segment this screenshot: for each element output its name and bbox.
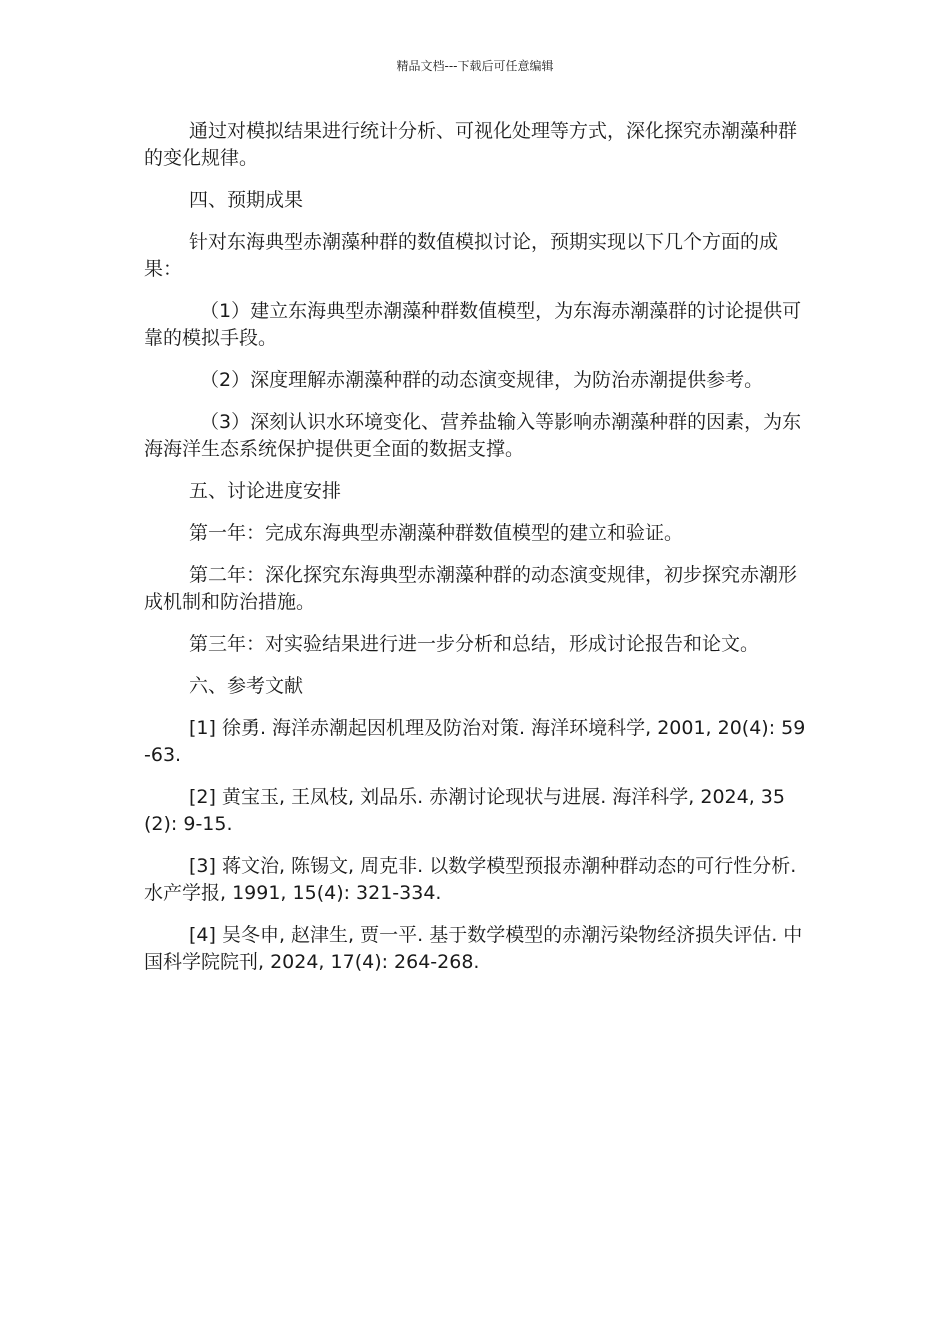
- reference-1: [1] 徐勇. 海洋赤潮起因机理及防治对策. 海洋环境科学, 2001, 20(4): 59-63.: [144, 717, 806, 766]
- result-item-2: （2）深度理解赤潮藻种群的动态演变规律，为防治赤潮提供参考。: [200, 369, 764, 391]
- section-heading-schedule: 五、讨论进度安排: [189, 480, 342, 502]
- section-heading-references: 六、参考文献: [189, 675, 304, 697]
- reference-3: [3] 蒋文治, 陈锡文, 周克非. 以数学模型预报赤潮种群动态的可行性分析. 水产学报, 1991, 15(4): 321-334.: [144, 855, 797, 904]
- schedule-year-2: 第二年：深化探究东海典型赤潮藻种群的动态演变规律，初步探究赤潮形成机制和防治措施。: [144, 564, 798, 613]
- body-paragraph: 通过对模拟结果进行统计分析、可视化处理等方式，深化探究赤潮藻种群的变化规律。: [144, 120, 798, 169]
- section-heading-expected-results: 四、预期成果: [189, 189, 304, 211]
- reference-2: [2] 黄宝玉, 王凤枝, 刘品乐. 赤潮讨论现状与进展. 海洋科学, 2024, 35(2): 9-15.: [144, 786, 785, 835]
- schedule-year-1: 第一年：完成东海典型赤潮藻种群数值模型的建立和验证。: [189, 522, 684, 544]
- reference-4: [4] 吴冬申, 赵津生, 贾一平. 基于数学模型的赤潮污染物经济损失评估. 中国科学院院刊, 2024, 17(4): 264-268.: [144, 924, 803, 973]
- body-paragraph: 针对东海典型赤潮藻种群的数值模拟讨论，预期实现以下几个方面的成果：: [144, 231, 779, 280]
- result-item-3: （3）深刻认识水环境变化、营养盐输入等影响赤潮藻种群的因素，为东海海洋生态系统保护提供更全面的数据支撑。: [144, 411, 802, 460]
- page-header: 精品文档---下载后可任意编辑: [396, 59, 554, 73]
- schedule-year-3: 第三年：对实验结果进行进一步分析和总结，形成讨论报告和论文。: [189, 633, 760, 655]
- result-item-1: （1）建立东海典型赤潮藻种群数值模型，为东海赤潮藻群的讨论提供可靠的模拟手段。: [144, 300, 802, 349]
- document-body: [144, 118, 809, 991]
